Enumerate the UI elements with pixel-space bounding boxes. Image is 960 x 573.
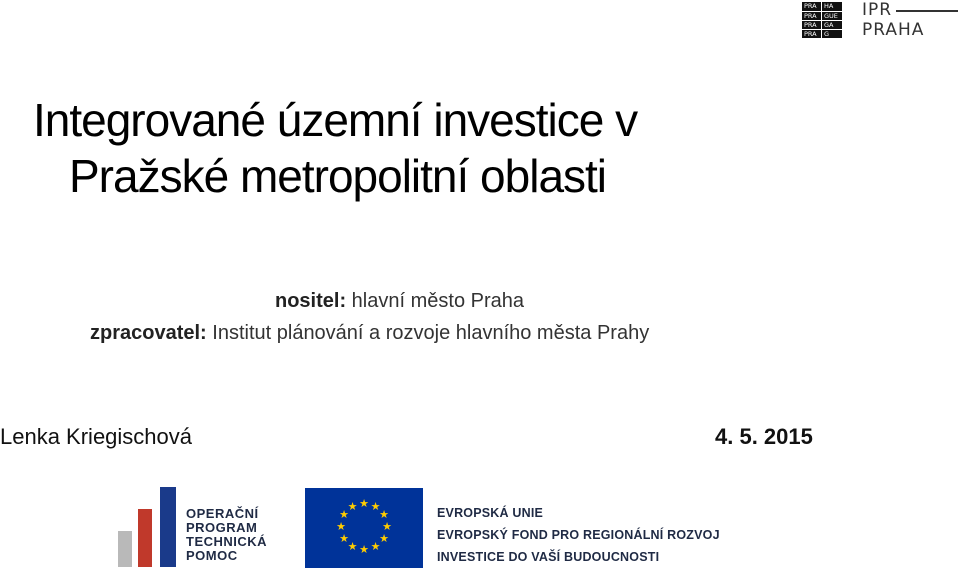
praha-logo-cell: PRA [802, 11, 822, 20]
optp-line: TECHNICKÁ [186, 534, 268, 549]
ipr-praha-logo [862, 0, 958, 40]
ipr-logo-rule [896, 10, 958, 12]
eu-line: EVROPSKÁ UNIE [437, 506, 544, 520]
zpracovatel-line [90, 322, 649, 345]
praha-logo-cell: PRA [802, 2, 822, 11]
svg-text:★: ★ [379, 532, 389, 545]
svg-text:★: ★ [339, 532, 349, 545]
slide-title [33, 92, 933, 204]
eu-stars [305, 488, 423, 568]
svg-text:★: ★ [359, 497, 369, 510]
optp-bar-blue [160, 487, 176, 567]
title-line-1: Integrované územní investice v [33, 94, 638, 146]
praha-logo-cell: GUE [822, 11, 842, 20]
svg-text:★: ★ [336, 520, 346, 533]
ipr-logo-top: IPR [862, 0, 893, 20]
eu-flag-icon [305, 488, 423, 568]
praha-logo [802, 2, 842, 38]
title-line-2: Pražské metropolitní oblasti [69, 150, 607, 202]
optp-bar-gray [118, 531, 132, 567]
svg-text:★: ★ [382, 520, 392, 533]
optp-line: OPERAČNÍ [186, 506, 259, 521]
eu-line: INVESTICE DO VAŠÍ BUDOUCNOSTI [437, 550, 660, 564]
svg-text:★: ★ [347, 500, 358, 513]
optp-logo-text [186, 507, 267, 563]
zpracovatel-value: Institut plánování a rozvoje hlavního města Prahy [206, 322, 650, 344]
praha-logo-cell: PRA [802, 20, 822, 29]
praha-logo-cell: GA [822, 20, 842, 29]
nositel-value: hlavní město Praha [346, 290, 524, 312]
eu-logo-text [437, 502, 720, 568]
eu-line: EVROPSKÝ FOND PRO REGIONÁLNÍ ROZVOJ [437, 528, 720, 542]
svg-text:★: ★ [379, 508, 389, 521]
svg-text:★: ★ [370, 540, 381, 553]
author-name: Lenka Kriegischová [0, 424, 193, 449]
svg-text:★: ★ [370, 500, 381, 513]
optp-bar-red [138, 509, 152, 567]
svg-text:★: ★ [359, 543, 369, 556]
optp-line: POMOC [186, 548, 238, 563]
praha-logo-cell: HA [824, 2, 834, 10]
optp-line: PROGRAM [186, 520, 258, 535]
presentation-date: 4. 5. 2015 [715, 424, 813, 449]
optp-logo-bars [118, 487, 180, 567]
ipr-logo-bottom: PRAHA [862, 20, 925, 40]
nositel-line [275, 290, 524, 313]
nositel-label: nositel: [275, 290, 347, 312]
zpracovatel-label: zpracovatel: [90, 322, 207, 344]
svg-text:★: ★ [347, 540, 358, 553]
praha-logo-cell: G [822, 29, 842, 38]
praha-logo-cell: PRA [802, 29, 822, 38]
svg-text:★: ★ [339, 508, 349, 521]
